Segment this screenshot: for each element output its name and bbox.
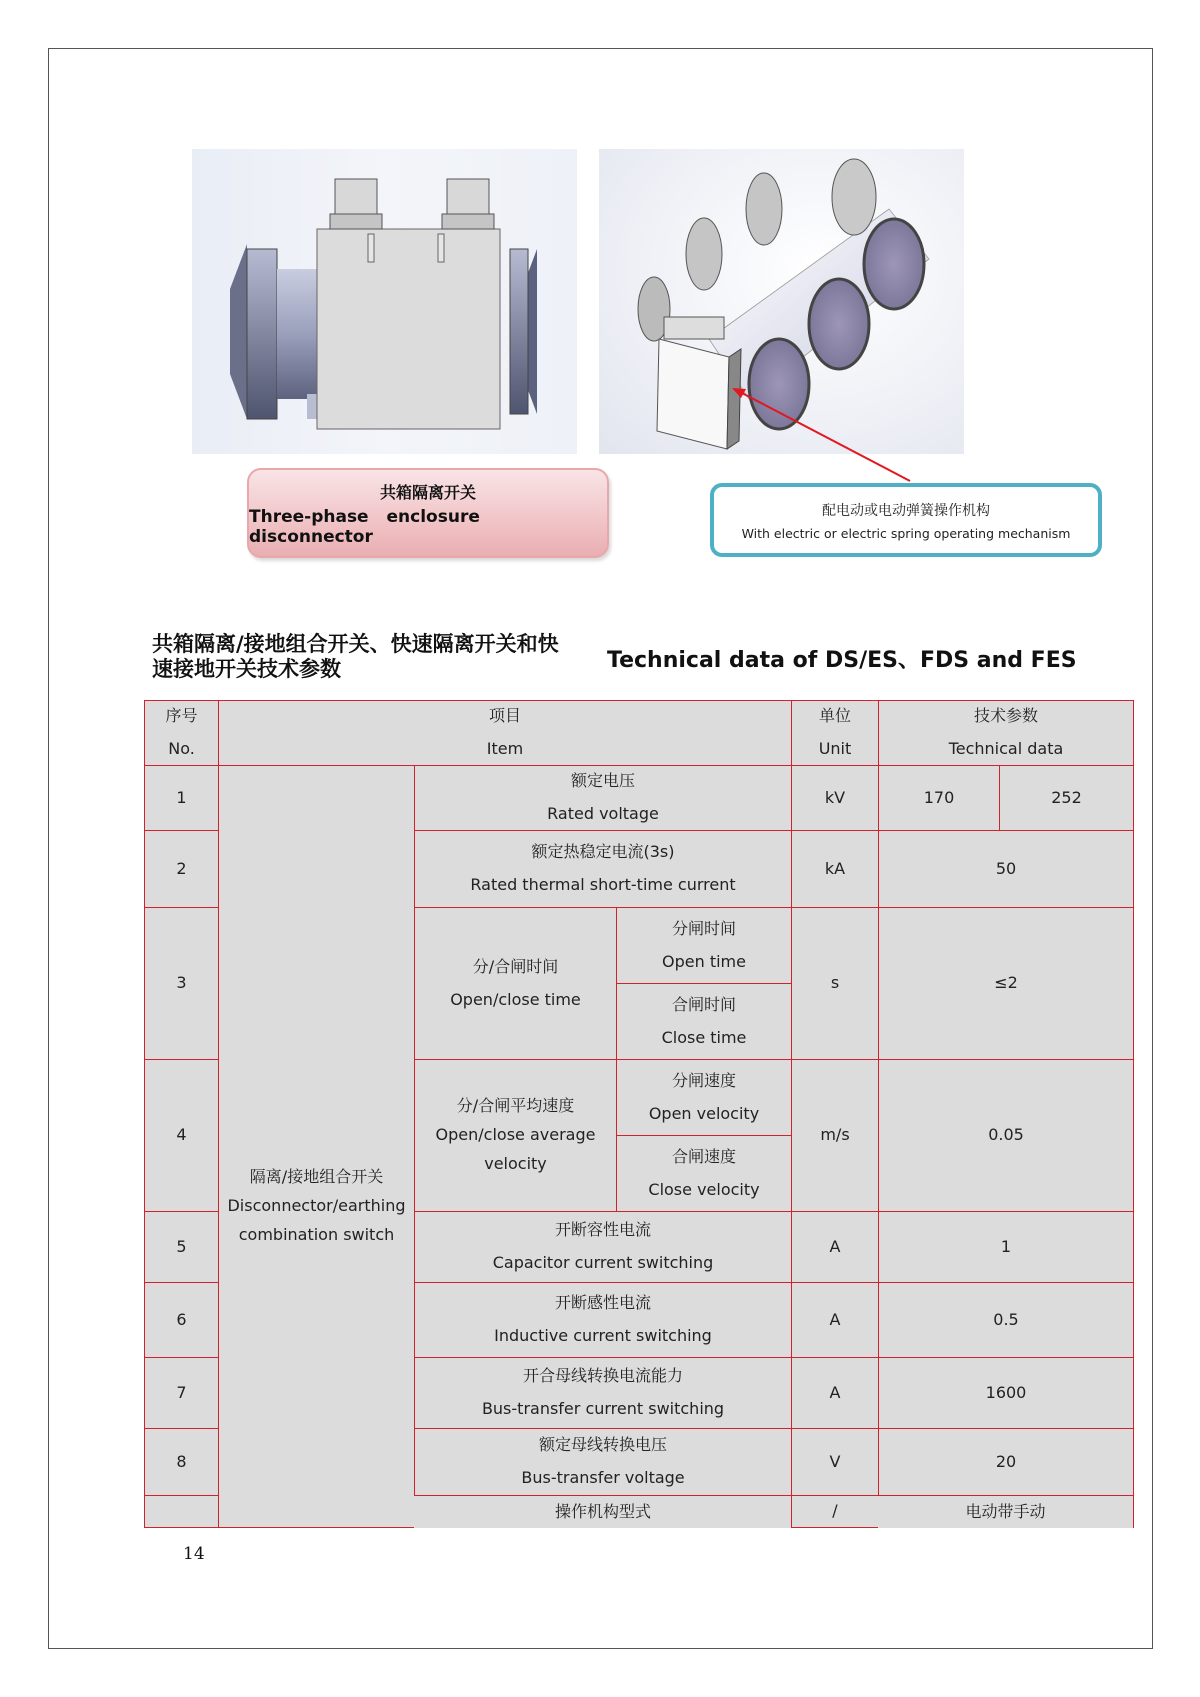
row3-item-cn: 分/合闸时间 xyxy=(472,956,559,976)
group-en1: Disconnector/earthing xyxy=(227,1196,406,1216)
row7-unit: A xyxy=(791,1357,879,1429)
header-data-en: Technical data xyxy=(948,739,1064,758)
product-image-front-view xyxy=(192,149,577,454)
caption-left-en: Three-phase enclosure disconnector xyxy=(249,506,480,547)
row2-item xyxy=(414,830,792,908)
page-number: 14 xyxy=(183,1544,205,1564)
row4-sub2-en: Close velocity xyxy=(648,1179,760,1199)
row3-item xyxy=(414,907,617,1060)
group-cn: 隔离/接地组合开关 xyxy=(249,1167,384,1187)
row3-no: 3 xyxy=(144,907,219,1060)
row3-sub1-en: Open time xyxy=(662,951,746,971)
row7-no: 7 xyxy=(144,1357,219,1429)
group-en2: combination switch xyxy=(238,1224,395,1244)
row1-no: 1 xyxy=(144,765,219,831)
row3-sub2-en: Close time xyxy=(661,1027,747,1047)
row3-sub-close-time xyxy=(616,983,792,1060)
row5-no: 5 xyxy=(144,1211,219,1283)
row7-item-en: Bus-transfer current switching xyxy=(481,1399,725,1418)
row3-value: ≤2 xyxy=(878,907,1134,1060)
row2-no: 2 xyxy=(144,830,219,908)
header-item-en: Item xyxy=(486,739,524,758)
row4-unit: m/s xyxy=(791,1059,879,1212)
row3-sub-open-time xyxy=(616,907,792,984)
row3-unit: s xyxy=(791,907,879,1060)
row2-item-cn: 额定热稳定电流(3s) xyxy=(531,842,675,862)
row4-item-en2: velocity xyxy=(484,1153,547,1173)
row6-unit: A xyxy=(791,1282,879,1358)
row2-unit: kA xyxy=(791,830,879,908)
section-heading-en: Technical data of DS/ES、FDS and FES xyxy=(607,648,1077,673)
row4-sub1-cn: 分闸速度 xyxy=(671,1070,736,1090)
row8-no: 8 xyxy=(144,1428,219,1496)
row8-item xyxy=(414,1428,792,1496)
row4-sub1-en: Open velocity xyxy=(648,1103,760,1123)
heading-cn-line1: 共箱隔离/接地组合开关、快速隔离开关和快 xyxy=(152,632,559,656)
row9-value: 电动带手动 xyxy=(878,1495,1134,1528)
row5-item-en: Capacitor current switching xyxy=(492,1253,714,1272)
technical-data-table xyxy=(144,700,1134,1528)
header-unit-en: Unit xyxy=(818,739,852,758)
group-disconnector-earthing xyxy=(218,765,415,1528)
header-no-en: No. xyxy=(168,739,195,758)
row4-sub-close-velocity xyxy=(616,1135,792,1212)
row9-no xyxy=(144,1495,219,1528)
row4-no: 4 xyxy=(144,1059,219,1212)
row4-sub-open-velocity xyxy=(616,1059,792,1136)
row1-item xyxy=(414,765,792,831)
row9-item: 操作机构型式 xyxy=(414,1495,792,1528)
row6-no: 6 xyxy=(144,1282,219,1358)
row3-sub2-cn: 合闸时间 xyxy=(671,994,736,1014)
row4-item-en1: Open/close average xyxy=(435,1125,596,1145)
row3-sub1-cn: 分闸时间 xyxy=(671,918,736,938)
row8-value: 20 xyxy=(878,1428,1134,1496)
row4-item-cn: 分/合闸平均速度 xyxy=(456,1096,575,1116)
disconnector-front-illustration xyxy=(192,149,577,454)
row9-unit: / xyxy=(791,1495,879,1528)
row3-item-en: Open/close time xyxy=(450,989,581,1009)
row4-item xyxy=(414,1059,617,1212)
row8-unit: V xyxy=(791,1428,879,1496)
row4-value: 0.05 xyxy=(878,1059,1134,1212)
header-no xyxy=(144,700,219,766)
header-no-cn: 序号 xyxy=(165,706,198,726)
section-heading-cn xyxy=(152,632,592,682)
row5-value: 1 xyxy=(878,1211,1134,1283)
header-technical-data xyxy=(878,700,1134,766)
disconnector-isometric-illustration xyxy=(599,149,964,454)
heading-cn-line2: 速接地开关技术参数 xyxy=(152,657,341,681)
row5-item-cn: 开断容性电流 xyxy=(554,1220,651,1240)
caption-right-cn: 配电动或电动弹簧操作机构 xyxy=(822,502,990,519)
header-unit-cn: 单位 xyxy=(818,706,851,726)
row5-item xyxy=(414,1211,792,1283)
row7-item-cn: 开合母线转换电流能力 xyxy=(522,1366,683,1386)
caption-right-en: With electric or electric spring operating mechanism xyxy=(741,525,1071,541)
row1-value-252: 252 xyxy=(999,765,1134,831)
product-image-isometric-view xyxy=(599,149,964,454)
header-unit xyxy=(791,700,879,766)
row1-item-en: Rated voltage xyxy=(547,804,659,823)
row2-value: 50 xyxy=(878,830,1134,908)
row8-item-en: Bus-transfer voltage xyxy=(521,1468,685,1487)
row1-item-cn: 额定电压 xyxy=(570,771,635,791)
row4-sub2-cn: 合闸速度 xyxy=(671,1146,736,1166)
row6-value: 0.5 xyxy=(878,1282,1134,1358)
header-item xyxy=(218,700,792,766)
header-data-cn: 技术参数 xyxy=(973,706,1038,726)
row6-item xyxy=(414,1282,792,1358)
row7-value: 1600 xyxy=(878,1357,1134,1429)
caption-three-phase-enclosure-disconnector xyxy=(247,468,609,558)
row8-item-cn: 额定母线转换电压 xyxy=(538,1435,667,1455)
row1-unit: kV xyxy=(791,765,879,831)
row5-unit: A xyxy=(791,1211,879,1283)
row2-item-en: Rated thermal short-time current xyxy=(470,875,736,894)
row1-value-170: 170 xyxy=(878,765,1000,831)
header-item-cn: 项目 xyxy=(488,706,521,726)
caption-operating-mechanism xyxy=(710,483,1102,557)
row7-item xyxy=(414,1357,792,1429)
row6-item-cn: 开断感性电流 xyxy=(554,1293,651,1313)
row6-item-en: Inductive current switching xyxy=(494,1326,712,1345)
caption-left-cn: 共箱隔离开关 xyxy=(379,482,476,502)
